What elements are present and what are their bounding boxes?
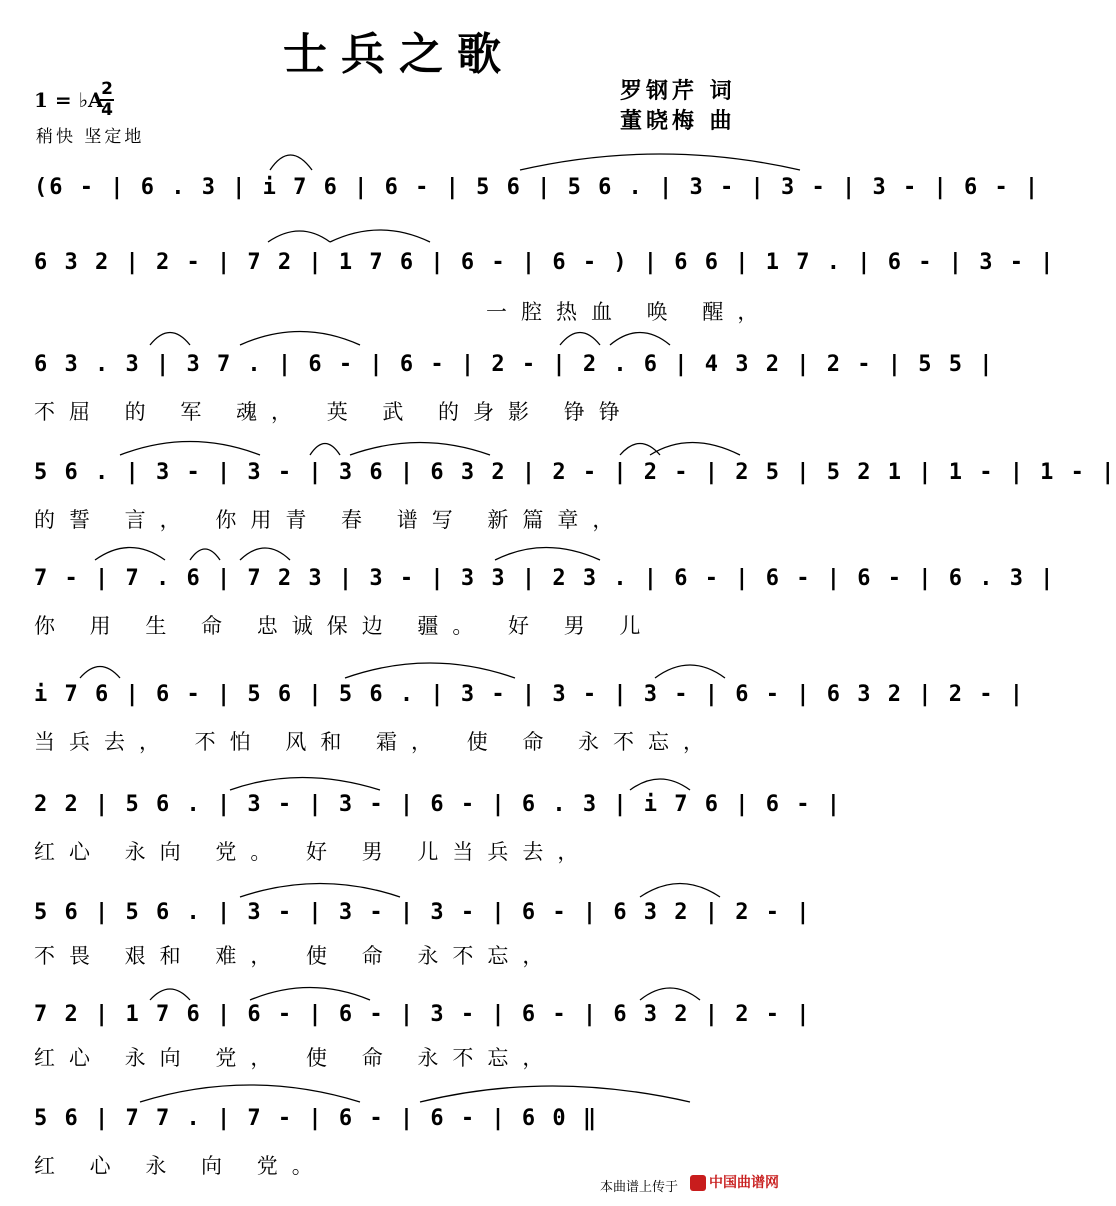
slur-arc (650, 443, 740, 456)
time-signature-bottom: 4 (101, 100, 113, 120)
composer-credit: 董晓梅 曲 (620, 109, 736, 134)
slur-arc (250, 988, 370, 1001)
slur-arc (150, 333, 190, 346)
slur-arc (240, 332, 360, 346)
slur-arc (350, 443, 490, 456)
slur-arc (310, 444, 340, 456)
lyrics-line-5: 你 用 生 命 忠诚保边 疆。 好 男 儿 (34, 614, 655, 638)
slur-arc (190, 549, 220, 560)
notes-line-9: 7 2 | 1 7 6 | 6 - | 6 - | 3 - | 6 - | 6 3 2 | 2 - | (34, 1002, 812, 1027)
notes-line-10: 5 6 | 7 7 . | 7 - | 6 - | 6 - | 6 0 ‖ (34, 1106, 599, 1131)
slur-arc (520, 154, 800, 170)
slur-arc (640, 988, 700, 1000)
slur-arc (560, 333, 600, 346)
song-title: 士兵之歌 (283, 29, 515, 80)
logo-icon (690, 1175, 706, 1191)
lyrics-line-8: 不畏 艰和 难， 使 命 永不忘， (34, 944, 558, 968)
lyrics-line-7: 红心 永向 党。 好 男 儿当兵去， (34, 840, 593, 864)
slur-arc (268, 231, 330, 242)
notes-line-6: i 7 6 | 6 - | 5 6 | 5 6 . | 3 - | 3 - | 3 - | 6 - | 6 3 2 | 2 - | (34, 682, 1025, 707)
lyrics-line-4: 的誓 言， 你用青 春 谱写 新篇章， (34, 508, 628, 532)
slur-arc (630, 779, 690, 790)
slur-arc (80, 667, 120, 679)
slur-arc (495, 548, 600, 561)
site-logo[interactable] (690, 1172, 779, 1192)
slur-arc (120, 442, 260, 456)
slur-arc (240, 884, 400, 898)
notes-line-2: 6 3 2 | 2 - | 7 2 | 1 7 6 | 6 - | 6 - ) | 6 6 | 1 7 . | 6 - | 3 - | (34, 250, 1056, 275)
notes-line-8: 5 6 | 5 6 . | 3 - | 3 - | 3 - | 6 - | 6 3 2 | 2 - | (34, 900, 812, 925)
lyrics-line-10: 红 心 永 向 党。 (34, 1154, 327, 1178)
slur-arc (640, 884, 720, 898)
notes-line-1: (6 - | 6 . 3 | i 7 6 | 6 - | 5 6 | 5 6 . | 3 - | 3 - | 3 - | 6 - | (34, 175, 1041, 200)
slur-arc (420, 1086, 690, 1102)
slur-arc (95, 548, 165, 561)
slur-arc (270, 155, 312, 170)
slur-arc (345, 663, 515, 678)
slur-arc (140, 1085, 360, 1102)
time-signature-top: 2 (101, 79, 113, 99)
notes-line-4: 5 6 . | 3 - | 3 - | 3 6 | 6 3 2 | 2 - | 2 - | 2 5 | 5 2 1 | 1 - | 1 - | (34, 460, 1116, 485)
slur-arc (150, 989, 190, 1000)
lyrics-line-6: 当兵去， 不怕 风和 霜， 使 命 永不忘， (34, 730, 719, 754)
logo-text: 中国曲谱网 (709, 1175, 779, 1191)
lyrics-line-2: 一腔热血 唤 醒， (486, 300, 773, 324)
slur-arc (610, 333, 670, 346)
notes-line-3: 6 3 . 3 | 3 7 . | 6 - | 6 - | 2 - | 2 . 6 | 4 3 2 | 2 - | 5 5 | (34, 352, 995, 377)
lyrics-line-9: 红心 永向 党， 使 命 永不忘， (34, 1046, 558, 1070)
footer-text: 本曲谱上传于 (600, 1180, 679, 1195)
slur-arc (655, 665, 725, 678)
tempo-marking: 稍快 坚定地 (36, 127, 145, 147)
slur-arc (330, 230, 430, 242)
lyricist-credit: 罗钢芹 词 (620, 79, 736, 104)
slur-arc (230, 778, 380, 791)
notes-line-7: 2 2 | 5 6 . | 3 - | 3 - | 6 - | 6 . 3 | i 7 6 | 6 - | (34, 792, 842, 817)
slur-arc (240, 548, 290, 560)
notes-line-5: 7 - | 7 . 6 | 7 2 3 | 3 - | 3 3 | 2 3 . | 6 - | 6 - | 6 - | 6 . 3 | (34, 566, 1056, 591)
lyrics-line-3: 不屈 的 军 魂， 英 武 的身影 铮铮 (34, 400, 634, 424)
key-signature: 1 = ♭A (34, 88, 104, 112)
